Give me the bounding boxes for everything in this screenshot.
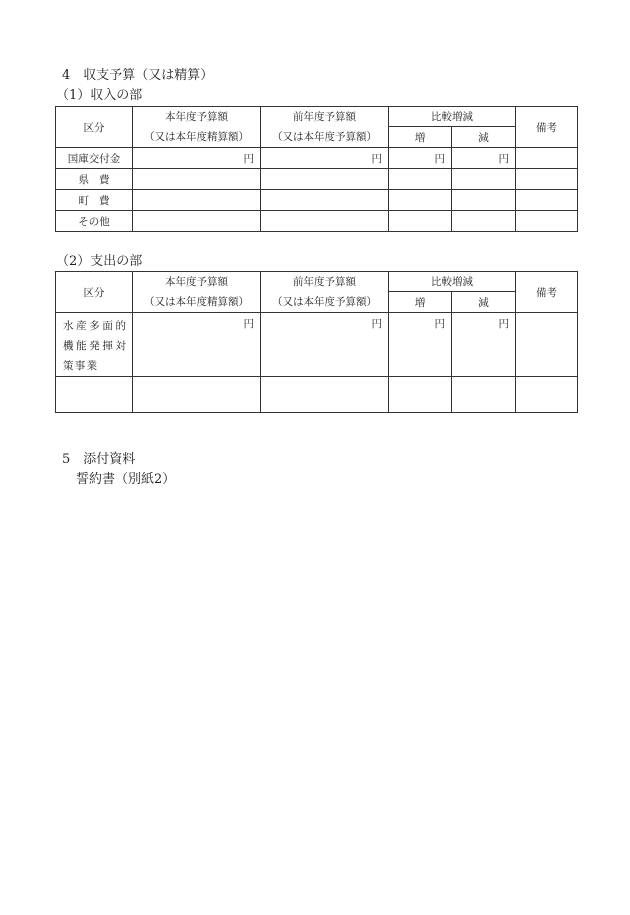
income-title: （1）収入の部: [56, 88, 143, 103]
expense-increase-yen: 円: [389, 313, 452, 377]
table-row: [56, 169, 578, 190]
expense-decrease-yen: 円: [452, 313, 516, 377]
expense-header-current-2: （又は本年度精算額）: [133, 292, 261, 313]
income-decrease-yen: 円: [452, 148, 516, 169]
expense-row-label-line: 機能発揮対: [63, 340, 126, 352]
table-row: [56, 148, 578, 169]
income-header-previous-2: （又は本年度予算額）: [261, 127, 389, 148]
income-row-label: 国庫交付金: [56, 148, 133, 169]
income-header-decrease: 減: [452, 127, 516, 148]
income-header-current-1: 本年度予算額: [133, 107, 261, 127]
expense-title: （2）支出の部: [56, 254, 143, 269]
income-header-category: 区分: [56, 107, 133, 148]
section5-title: 5 添付資料: [62, 452, 136, 467]
expense-header-remarks: 備考: [516, 272, 578, 313]
section4-title: 4 収支予算（又は精算）: [62, 68, 214, 83]
income-previous-yen: 円: [261, 148, 389, 169]
expense-header-previous-1: 前年度予算額: [261, 272, 389, 292]
expense-current-yen: 円: [133, 313, 261, 377]
expense-row-label-line: 水産多面的: [63, 320, 126, 332]
income-header-remarks: 備考: [516, 107, 578, 148]
table-row: [56, 211, 578, 232]
expense-remarks-cell: [516, 313, 578, 377]
income-header-current-2: （又は本年度精算額）: [133, 127, 261, 148]
expense-header-increase: 増: [389, 292, 452, 313]
section5-item: 誓約書（別紙2）: [76, 472, 176, 487]
income-current-yen: 円: [133, 148, 261, 169]
expense-header-current-1: 本年度予算額: [133, 272, 261, 292]
expense-row-label-line: 策事業: [63, 360, 99, 372]
expense-header-previous-2: （又は本年度予算額）: [261, 292, 389, 313]
expense-row-label: [56, 313, 133, 377]
expense-previous-yen: 円: [261, 313, 389, 377]
income-header-increase: 増: [389, 127, 452, 148]
income-header-previous-1: 前年度予算額: [261, 107, 389, 127]
expense-header-category: 区分: [56, 272, 133, 313]
income-row-label: その他: [56, 211, 133, 232]
income-increase-yen: 円: [389, 148, 452, 169]
expense-header-comparison: 比較増減: [389, 272, 516, 292]
table-row: [56, 190, 578, 211]
table-row: [56, 313, 578, 377]
income-row-label: 県費: [56, 169, 133, 190]
income-row-label: 町費: [56, 190, 133, 211]
table-row: [56, 377, 578, 413]
income-table: [55, 106, 578, 232]
expense-table: [55, 271, 578, 413]
income-header-comparison: 比較増減: [389, 107, 516, 127]
expense-header-decrease: 減: [452, 292, 516, 313]
income-remarks-cell: [516, 148, 578, 169]
